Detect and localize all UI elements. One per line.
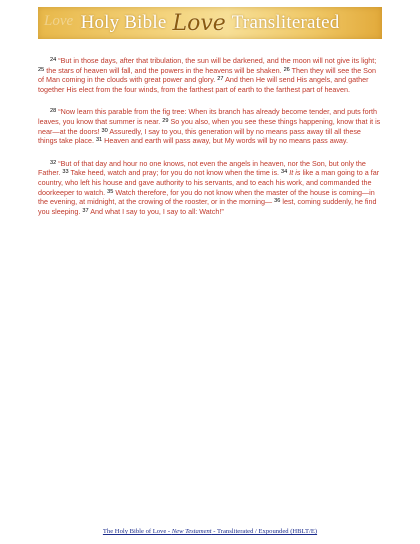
verse-number: 24: [50, 57, 57, 63]
verse-number: 34: [281, 169, 288, 176]
verse-text: And then He will send His angels, and gather together His elect from the four winds, from the farthest part of earth to the farthest part of heaven.: [38, 75, 369, 94]
banner-title-left: Holy Bible: [80, 12, 167, 33]
verse-text-italic: It is: [289, 168, 301, 178]
footer-text[interactable]: The Holy Bible of Love -: [102, 528, 172, 535]
verse-text: So you also, when you see these things happening, know that it is near—at the doors!: [38, 116, 381, 136]
verse-text: “But in those days, after that tribulation, the sun will be darkened, and the moon will not give its light;: [58, 56, 377, 65]
verse-text: “But of that day and hour no one knows, not even the angels in heaven, nor the Son, but only the Father.: [38, 158, 366, 178]
verse-text: And what I say to you, I say to all: Watch!”: [90, 206, 224, 216]
verse-text: like a man going to a far country, who left his house and gave authority to his servants, and to each his work, and commanded the doorkeeper to watch.: [38, 168, 380, 197]
banner-title-right: Transliterated: [231, 12, 340, 33]
title-banner: [38, 7, 382, 39]
verse-number: 25: [38, 66, 45, 73]
verse-number: 26: [283, 66, 290, 73]
footer-text[interactable]: - Transliterated / Expounded (HBLT/E): [211, 528, 318, 535]
footer-text-italic[interactable]: New Testament: [171, 528, 212, 535]
verse-text: Heaven and earth will pass away, but My words will by no means pass away.: [104, 136, 348, 146]
banner-watermark: Love: [44, 13, 74, 29]
verse-number: 27: [217, 76, 224, 83]
paragraph: [38, 159, 382, 217]
verse-text: lest, coming suddenly, he find you sleeping.: [38, 197, 377, 216]
verse-number: 35: [107, 188, 114, 195]
verse-text: Assuredly, I say to you, this generation will by no means pass away till all these things take place.: [38, 126, 361, 146]
verse-number: 28: [50, 108, 57, 115]
verse-text: Then they will see the Son of Man coming in the clouds with great power and glory.: [38, 65, 376, 85]
verse-number: 29: [162, 117, 169, 124]
verse-text: Watch therefore, for you do not know when the master of the house is coming—in the evening, at midnight, at the crowing of the rooster, or in the morning—: [38, 187, 375, 207]
banner-title-love: Love: [172, 10, 226, 36]
verse-number: 32: [50, 159, 57, 166]
verse-number: 31: [95, 137, 103, 144]
verse-number: 30: [101, 127, 108, 134]
verse-number: 36: [274, 198, 281, 205]
verse-number: 33: [62, 169, 69, 176]
verse-text: “Now learn this parable from the fig tree: When its branch has already become tender, and puts forth leaves, you know that summer is near.: [38, 107, 378, 126]
paragraph: [38, 56, 382, 94]
paragraph: [38, 107, 382, 145]
scripture-text: [38, 56, 382, 229]
verse-text: the stars of heaven will fall, and the powers in the heavens will be shaken.: [46, 65, 284, 75]
footer-link[interactable]: [0, 528, 420, 535]
verse-number: 37: [82, 207, 89, 214]
verse-text: Take heed, watch and pray; for you do not know when the time is.: [70, 168, 282, 178]
